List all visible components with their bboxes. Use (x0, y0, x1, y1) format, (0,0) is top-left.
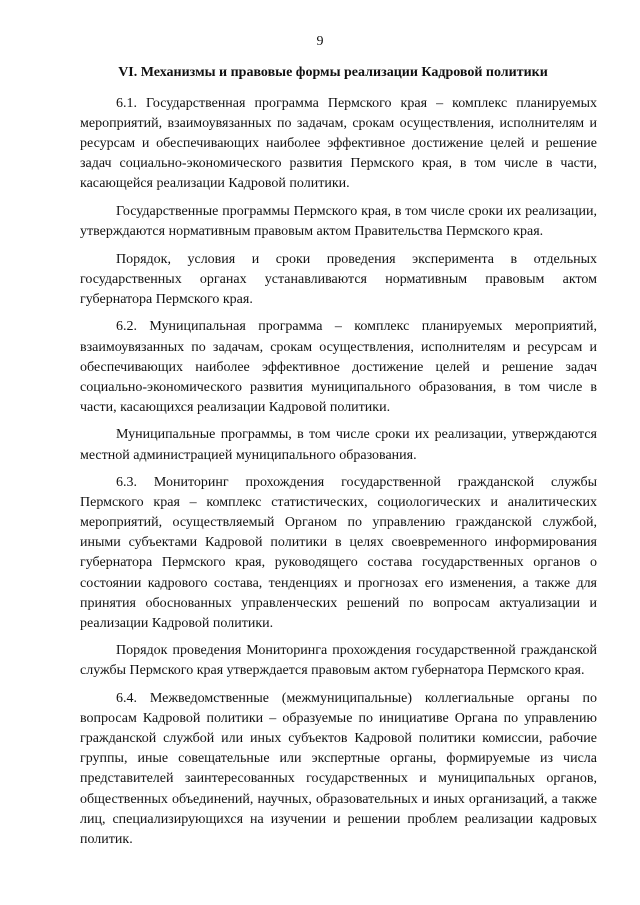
paragraph-experiment-procedure: Порядок, условия и сроки проведения эксперимента в отдельных государственных органах устанавливаются нормативным правовым актом губернатора Пермского края. (80, 251, 597, 307)
body-text (80, 94, 597, 857)
paragraph-6-3: 6.3. Мониторинг прохождения государственной гражданской службы Пермского края – комплекс статистических, социологических и аналитических мероприятий, осуществляемый Органом по управлению гражданской службой, иными субъектами Кадровой политики в целях своевременного информирования губернатора Пермского края, руководящего состава государственных органов о состоянии кадрового состава, тенденциях и прогнозах его изменения, а также для принятия обоснованных управленческих решений по вопросам актуализации и реализации Кадровой политики. (80, 475, 597, 631)
paragraph-6-4: 6.4. Межведомственные (межмуниципальные) коллегиальные органы по вопросам Кадровой политики – образуемые по инициативе Органа по управлению гражданской службой или иных субъектов Кадровой политики комиссии, рабочие группы, иные совещательные или экспертные органы, формируемые из числа представителей заинтересованных государственных и муниципальных органов, общественных объединений, научных, образовательных и иных организаций, а также лиц, специализирующихся на изучении и решении проблем реализации кадровых политик. (80, 691, 597, 847)
paragraph-6-2: 6.2. Муниципальная программа – комплекс планируемых мероприятий, взаимоувязанных по задачам, срокам осуществления, исполнителям и ресурсам и обеспечивающих наиболее эффективное достижение целей и решение задач социально-экономического развития муниципального образования, в том числе в части, касающихся реализации Кадровой политики. (80, 319, 597, 415)
paragraph-6-1: 6.1. Государственная программа Пермского края – комплекс планируемых мероприятий, взаимоувязанных по задачам, срокам осуществления, исполнителям и ресурсам и обеспечивающих наиболее эффективное достижение целей и решение задач социально-экономического развития Пермского края, в том числе в части, касающейся реализации Кадровой политики. (80, 96, 597, 192)
page-number: 9 (316, 34, 324, 49)
paragraph-monitoring-procedure: Порядок проведения Мониторинга прохождения государственной гражданской службы Пермского края утверждается правовым актом губернатора Пермского края. (80, 643, 597, 679)
section-heading: VI. Механизмы и правовые формы реализации Кадровой политики (118, 65, 548, 80)
paragraph-municipal-programs: Муниципальные программы, в том числе сроки их реализации, утверждаются местной администрацией муниципального образования. (80, 427, 597, 463)
paragraph-state-programs: Государственные программы Пермского края, в том числе сроки их реализации, утверждаются нормативным правовым актом Правительства Пермского края. (80, 203, 597, 240)
